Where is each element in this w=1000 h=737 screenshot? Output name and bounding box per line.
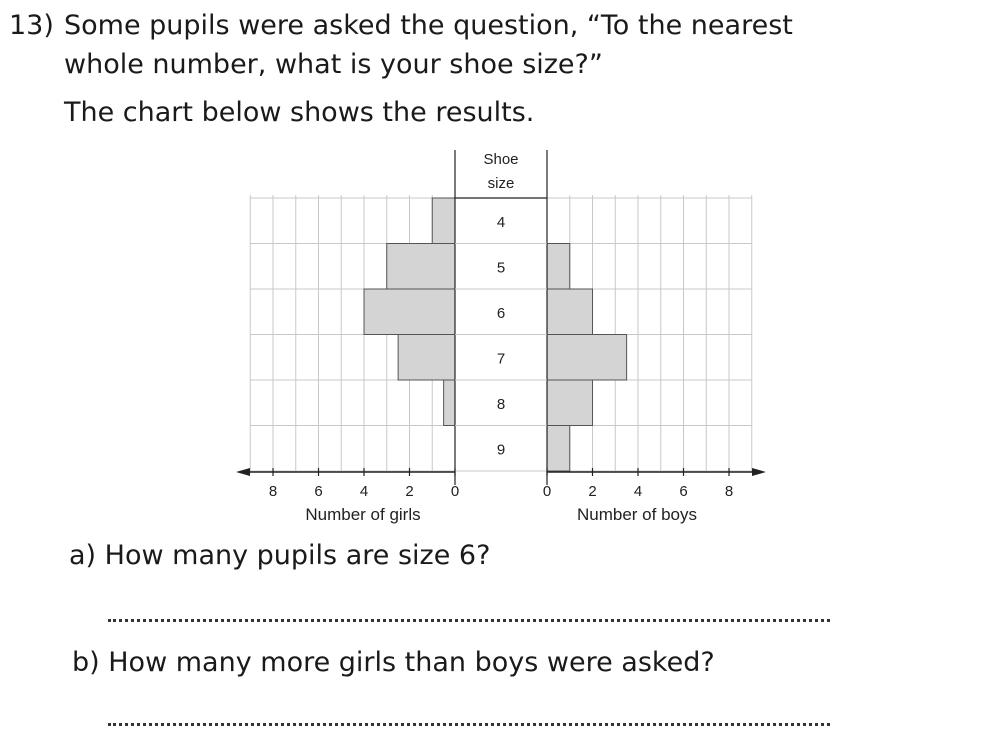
category-label: 5	[496, 259, 506, 277]
boys-bar-size-9	[547, 426, 570, 472]
girls-bar-size-6	[364, 289, 455, 335]
boys-axis-title: Number of boys	[577, 505, 697, 524]
boys-tick-label: 6	[679, 483, 688, 500]
answer-line-b[interactable]	[108, 723, 830, 726]
question-number: 13)	[9, 10, 54, 41]
girls-tick-label: 8	[268, 483, 278, 500]
boys-bar-size-8	[547, 380, 593, 426]
girls-axis-arrow	[236, 468, 250, 476]
boys-tick-label: 0	[542, 483, 552, 500]
girls-bar-size-7	[398, 335, 455, 381]
part-a-question: a) How many pupils are size 6?	[69, 540, 491, 571]
category-label: 9	[496, 441, 506, 459]
girls-axis-title: Number of girls	[305, 505, 421, 524]
girls-tick-label: 2	[405, 483, 414, 500]
girls-bar-size-5	[387, 244, 455, 290]
category-title-line1: Shoe	[483, 151, 519, 168]
question-intro: The chart below shows the results.	[64, 97, 535, 128]
boys-tick-label: 4	[633, 483, 643, 500]
boys-axis-arrow	[752, 468, 766, 476]
category-label: 6	[496, 304, 506, 322]
boys-bar-size-6	[547, 289, 593, 335]
category-label: 7	[496, 350, 506, 368]
answer-line-a[interactable]	[108, 619, 830, 622]
girls-bar-size-4	[432, 198, 455, 244]
girls-tick-label: 6	[314, 483, 323, 500]
boys-bar-size-7	[547, 335, 627, 381]
girls-tick-label: 0	[450, 483, 460, 500]
girls-tick-label: 4	[359, 483, 369, 500]
category-label: 8	[496, 395, 506, 413]
boys-bar-size-5	[547, 244, 570, 290]
question-line-2: whole number, what is your shoe size?”	[64, 49, 603, 80]
boys-tick-label: 2	[588, 483, 597, 500]
part-b-question: b) How many more girls than boys were asked?	[72, 647, 715, 678]
boys-tick-label: 8	[724, 483, 734, 500]
category-title-line2: size	[487, 175, 515, 192]
question-line-1: Some pupils were asked the question, “To the nearest	[64, 10, 793, 41]
girls-bar-size-8	[444, 380, 455, 426]
category-label: 4	[496, 213, 506, 231]
